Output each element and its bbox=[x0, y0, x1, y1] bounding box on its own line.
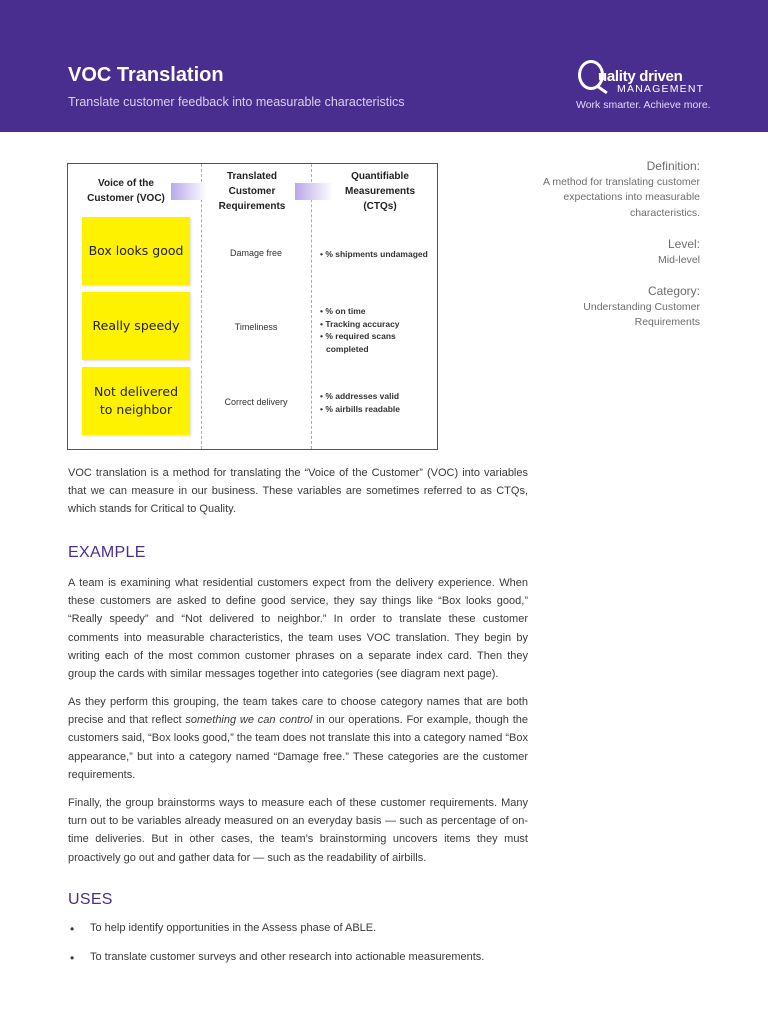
arrow-icon bbox=[295, 183, 333, 200]
measurement-item: • % shipments undamaged bbox=[318, 248, 436, 261]
header-banner bbox=[0, 0, 768, 132]
requirement-text: Correct delivery bbox=[224, 397, 288, 407]
measurement-list bbox=[318, 390, 436, 415]
tagline: Work smarter. Achieve more. bbox=[576, 99, 711, 111]
page-title: VOC Translation bbox=[68, 64, 224, 86]
column-header-ctqs: Quantifiable Measurements (CTQs) bbox=[344, 171, 416, 212]
sidebar-category bbox=[530, 284, 700, 331]
column-header-voc: Voice of the Customer (VOC) bbox=[87, 178, 165, 204]
requirement-text: Damage free bbox=[229, 248, 283, 258]
measurement-item: • % on time bbox=[318, 305, 436, 318]
bullet-icon: • bbox=[70, 922, 75, 936]
bullet-icon: • bbox=[70, 951, 75, 965]
sidebar-level bbox=[530, 237, 700, 268]
measurement-item: • % addresses valid bbox=[318, 390, 436, 403]
measurement-list bbox=[318, 305, 436, 355]
uses-item-text: To help identify opportunities in the Assess phase of ABLE. bbox=[90, 922, 377, 934]
category-label: Category: bbox=[647, 284, 700, 298]
example-paragraph-1: A team is examining what residential customers expect from the delivery experience. When these customers are asked to define good service, they say things like “Box looks good,” “Really speedy” and “Not delivered to neighbor.” In order to translate these customer comments into measurable characteristics, the team uses VOC translation. They begin by writing each of the most common customer phrases on a separate index card. Then they group the cards with similar messages together into categories (see diagram next page). bbox=[68, 577, 528, 681]
logo-word-management: MANAGEMENT bbox=[617, 83, 705, 95]
section-heading-example: EXAMPLE bbox=[68, 544, 146, 561]
measurement-list bbox=[318, 248, 436, 261]
sticky-note-voc: Not delivered to neighbor bbox=[82, 367, 190, 435]
arrow-icon bbox=[171, 183, 207, 200]
sticky-note-voc: Really speedy bbox=[82, 292, 190, 360]
sidebar-definition bbox=[530, 159, 700, 221]
logo-word-quality: uality driven bbox=[598, 68, 683, 85]
level-text: Mid-level bbox=[657, 253, 700, 266]
level-label: Level: bbox=[667, 237, 700, 251]
uses-item-text: To translate customer surveys and other research into actionable measurements. bbox=[90, 951, 485, 963]
category-text: Understanding Customer Requirements bbox=[583, 300, 700, 328]
example-paragraph-3: Finally, the group brainstorms ways to measure each of these customer requirements. Many turn out to be variables already measured on an everyday basis — such as percentage of on-time deliveries. But in other cases, the team’s brainstorming uncovers items they must proactively go out and gather data for — such as the readability of airbills. bbox=[68, 797, 528, 864]
page-subtitle: Translate customer feedback into measurable characteristics bbox=[68, 95, 405, 109]
emphasis-text: something we can control bbox=[185, 714, 313, 727]
column-header-requirements: Translated Customer Requirements bbox=[218, 171, 286, 212]
measurement-item: • % airbills readable bbox=[318, 403, 436, 416]
measurement-item: • % required scans completed bbox=[318, 330, 436, 355]
example-paragraph-2-end: in our operations. For example, though the customers said, “Box looks good,” the team does not translate this into a category named “Box appearance,” but into a category named “Damage free.” These categories are the customer requirements. bbox=[68, 714, 528, 781]
example-paragraph-2-start: As they perform this grouping, the team takes care to choose category names that are both precise and that reflect bbox=[68, 696, 528, 727]
definition-label: Definition: bbox=[646, 159, 700, 173]
requirement-text: Timeliness bbox=[234, 322, 278, 332]
sticky-note-voc: Box looks good bbox=[82, 217, 190, 285]
measurement-item: • Tracking accuracy bbox=[318, 318, 436, 331]
section-heading-uses: USES bbox=[68, 891, 113, 908]
intro-paragraph: VOC translation is a method for translating the “Voice of the Customer” (VOC) into variables that we can measure in our business. These variables are sometimes referred to as CTQs, which stands for Critical to Quality. bbox=[68, 467, 528, 516]
column-divider bbox=[311, 164, 312, 449]
definition-text: A method for translating customer expectations into measurable characteristics. bbox=[543, 175, 700, 219]
voc-diagram bbox=[67, 163, 438, 450]
example-paragraph-2 bbox=[68, 693, 528, 784]
